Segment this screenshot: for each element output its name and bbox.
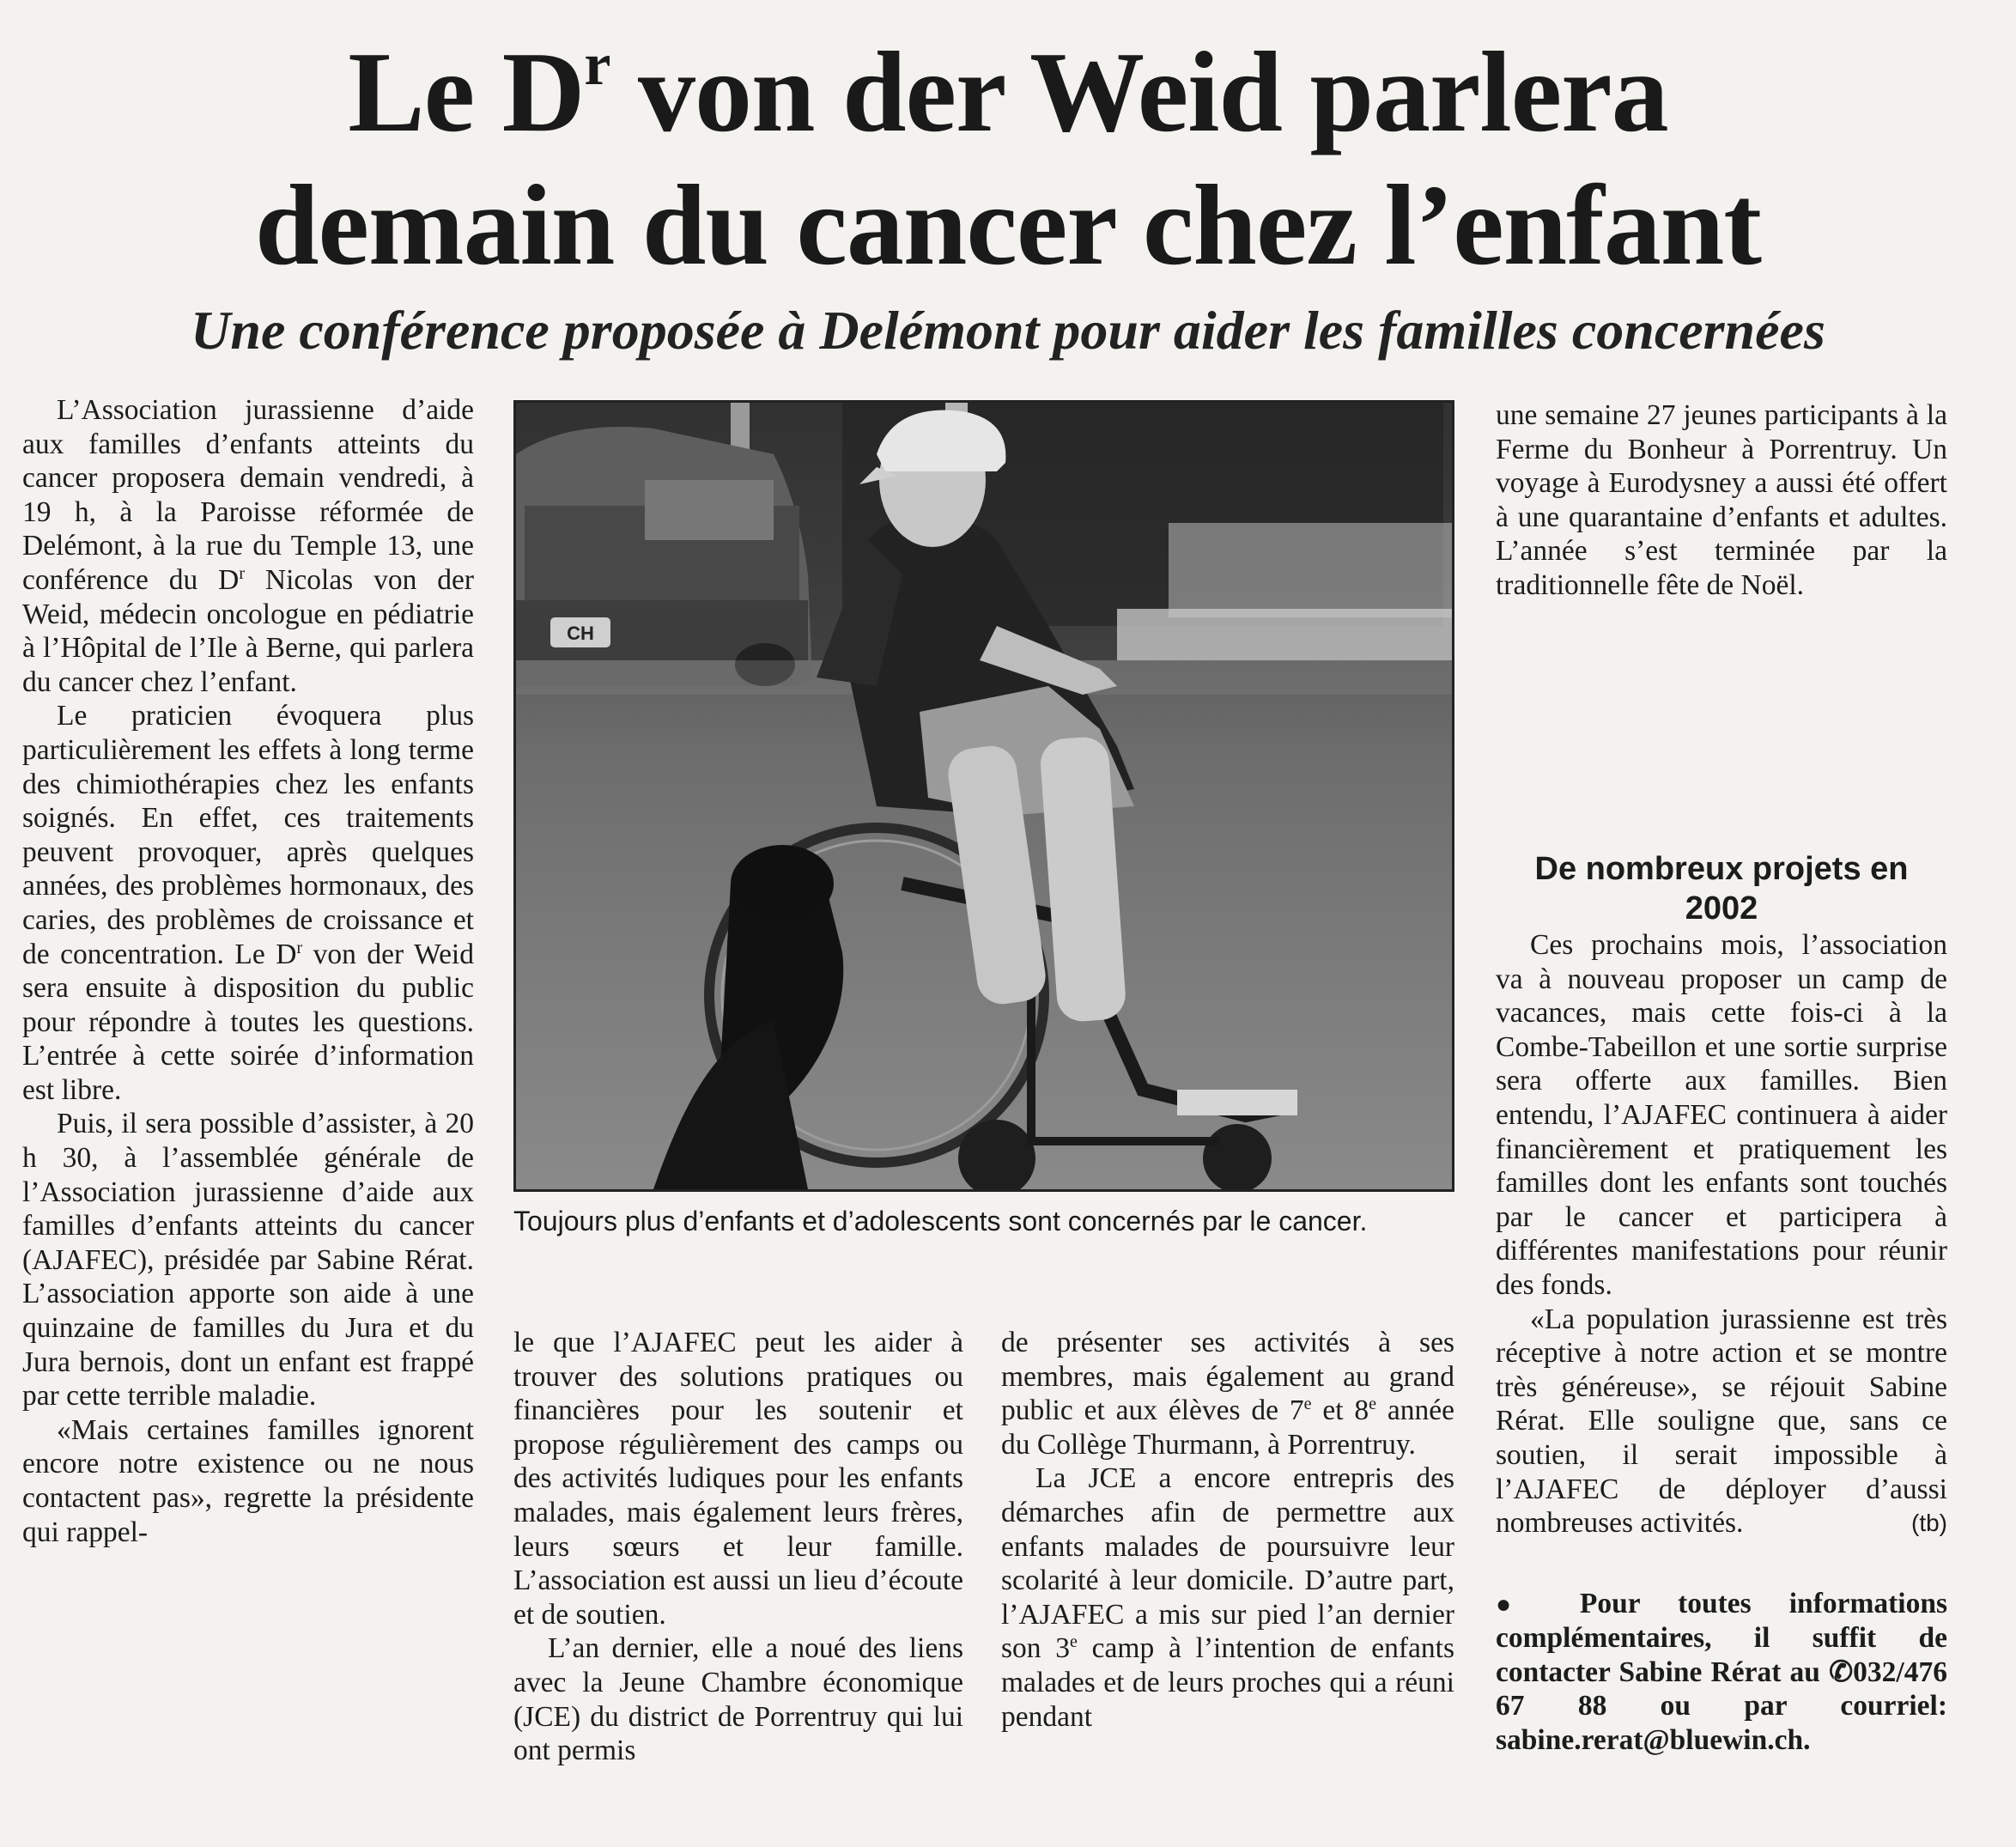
paragraph: une semaine 27 jeunes participants à la Ferme du Bonheur à Porrentruy. Un voyage à Eurodysney a aussi été offert à une quarantaine d’enfants et adultes. L’année s’est terminée par la traditionnelle fête de Noël. xyxy=(1496,399,1947,601)
paragraph: L’an dernier, elle a noué des liens avec la Jeune Chambre économique (JCE) du district de Porrentruy qui lui ont permis xyxy=(513,1632,963,1767)
headline-line2: demain du cancer chez l’enfant xyxy=(254,161,1761,289)
paragraph: le que l’AJAFEC peut les aider à trouver des solutions pratiques ou financières pour les soutenir et propose régulièrement des camps ou des activités ludiques pour les enfants malades, mais également leurs frères, leurs sœurs et leur famille. L’association est aussi un lieu d’écoute et de soutien. xyxy=(513,1327,963,1631)
contact-info: ● Pour toutes informations complémentaires, il suffit de contacter Sabine Rérat au ✆032/476 67 88 ou par courriel: sabine.rerat@bluewin.ch. xyxy=(1496,1587,1948,1757)
article-column-4-top xyxy=(1496,398,1947,603)
subheadline: Une conférence proposée à Delémont pour aider les familles concernées xyxy=(191,300,1825,361)
paragraph: de présenter ses activités à ses membres, mais également au grand public et aux élèves de 7e et 8e année du Collège Thurmann, à Porrentruy. xyxy=(1001,1327,1454,1461)
article-column-2 xyxy=(513,1326,963,1768)
svg-text:CH: CH xyxy=(567,623,594,644)
article-column-3 xyxy=(1001,1326,1454,1734)
photo-caption: Toujours plus d’enfants et d’adolescents sont concernés par le cancer. xyxy=(513,1206,1368,1236)
photo-boy-wheelchair-image xyxy=(516,403,1452,1189)
headline-line1: Le $D^r$ von der Weid parlera xyxy=(348,28,1668,155)
paragraph: La JCE a encore entrepris des démarches afin de permettre aux enfants malades de poursuivre leur scolarité à leur domicile. D’autre part, l’AJAFEC a mis sur pied l’an dernier son 3e camp à l’intention de enfants malades et de leurs proches qui a réuni pendant xyxy=(1001,1462,1454,1733)
article-column-4-bottom xyxy=(1496,849,1947,1758)
headline xyxy=(0,26,2016,292)
paragraph: Le praticien évoquera plus particulièrement les effets à long terme des chimiothérapies chez les enfants soignés. En effet, ces traitements peuvent provoquer, après quelques années, des problèmes hormonaux, des caries, des problèmes de croissance et de concentration. Le $D^r$ von der Weid sera ensuite à disposition du public pour répondre à toutes les questions. L’entrée à cette soirée d’information est libre. xyxy=(22,700,474,1106)
bullet-icon: ● xyxy=(1496,1589,1542,1619)
paragraph: «La population jurassienne est très réceptive à notre action et se montre très généreuse», se réjouit Sabine Rérat. Elle souligne que, sans ce soutien, il serait impossible à l’AJAFEC de déployer d’aussi nombreuses activités. (tb) xyxy=(1496,1303,1947,1540)
paragraph: Ces prochains mois, l’association va à nouveau proposer un camp de vacances, mais cette fois-ci à la Combe-Tabeillon et une sortie surprise sera offerte aux familles. Bien entendu, l’AJAFEC continuera à aider financièrement et pratiquement les familles dont les enfants sont touchés par le cancer et participera à différentes manifestations pour réunir des fonds. xyxy=(1496,929,1947,1301)
article-column-1 xyxy=(22,393,474,1549)
paragraph: Puis, il sera possible d’assister, à 20 h 30, à l’assemblée générale de l’Association jurassienne d’aide aux familles d’enfants atteints du cancer (AJAFEC), présidée par Sabine Rérat. L’association apporte son aide à une quinzaine de familles du Jura et du Jura bernois, dont un enfant est frappé par cette terrible maladie. xyxy=(22,1108,474,1413)
paragraph: «Mais certaines familles ignorent encore notre existence ou ne nous contactent pas», regrette la présidente qui rappel- xyxy=(22,1413,474,1548)
news-photo xyxy=(513,400,1454,1192)
section-subheading: De nombreux projets en 2002 xyxy=(1534,851,1909,927)
paragraph: L’Association jurassienne d’aide aux familles d’enfants atteints du cancer proposera demain vendredi, à 19 h, à la Paroisse réformée de Delémont, à la rue du Temple 13, une conférence du $D^r$ Nicolas von der Weid, médecin oncologue en pédiatrie à l’Hôpital de l’Ile à Berne, qui parlera du cancer chez l’enfant. xyxy=(22,394,474,698)
author-byline: (tb) xyxy=(1911,1510,1947,1537)
